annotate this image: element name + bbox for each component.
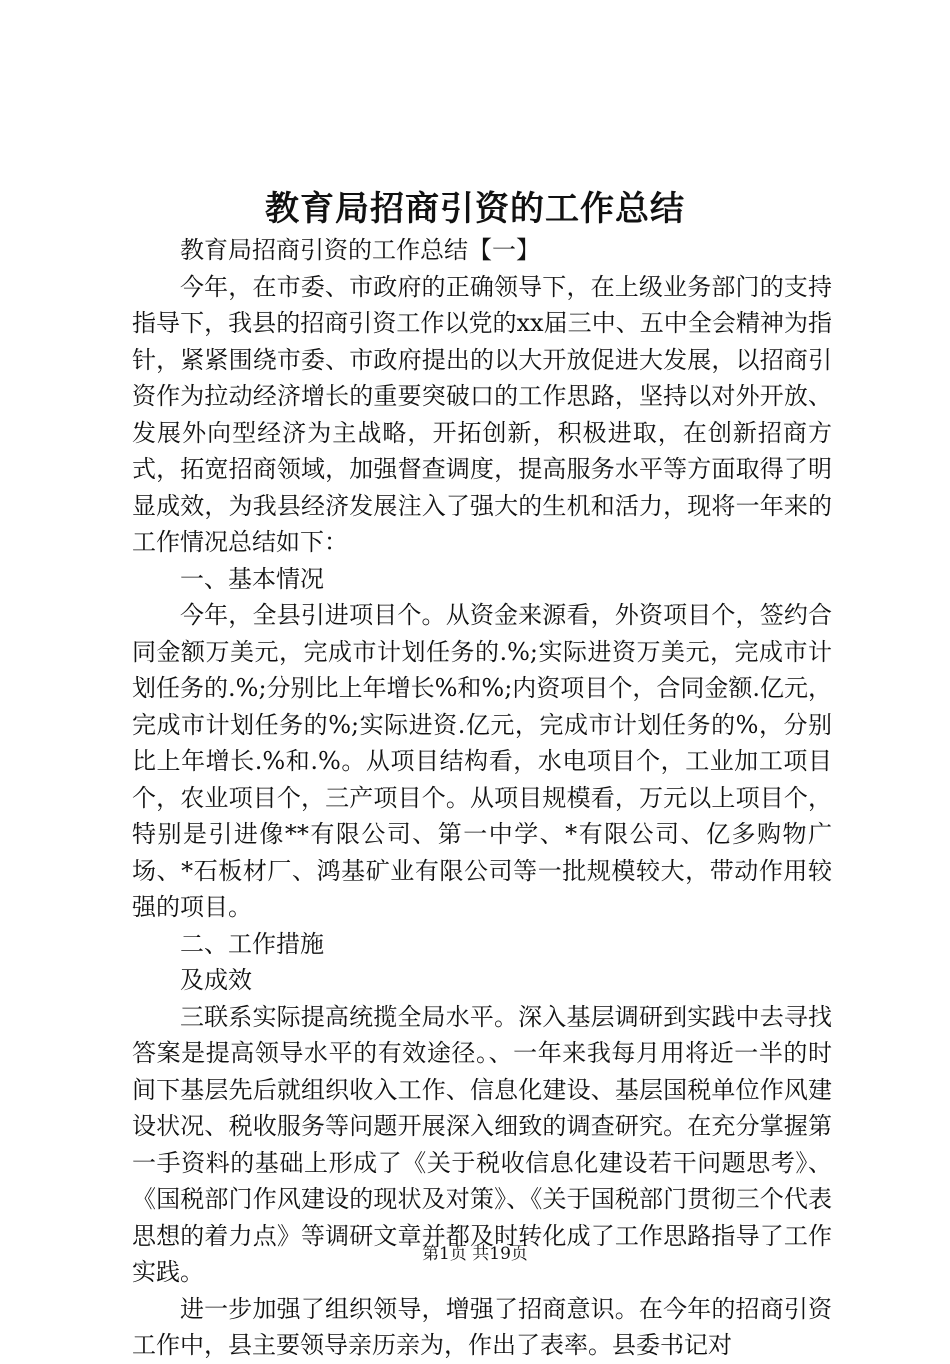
paragraph-intro: 今年，在市委、市政府的正确领导下，在上级业务部门的支持指导下，我县的招商引资工作以党的xx届三中、五中全会精神为指针，紧紧围绕市委、市政府提出的以大开放促进大发展，以招商引资作为拉动经济增长的重要突破口的工作思路，坚持以对外开放、发展外向型经济为主战略，开拓创新，积极进取，在创新招商方式，拓宽招商领域，加强督查调度，提高服务水平等方面取得了明显成效，为我县经济发展注入了强大的生机和活力，现将一年来的工作情况总结如下： [132,272,832,556]
document-title: 教育局招商引资的工作总结 [265,189,685,229]
page-number: 第1页 共19页 [422,1244,528,1264]
section-heading-measures: 二、工作措施 [180,929,324,958]
paragraph-basic-situation: 今年，全县引进项目个。从资金来源看，外资项目个，签约合同金额万美元，完成市计划任务的.%;实际进资万美元，完成市计划任务的.%;分别比上年增长%和%;内资项目个，合同金额.亿元，完成市计划任务的%;实际进资.亿元，完成市计划任务的%，分别比上年增长.%和.%。从项目结构看，水电项目个，工业加工项目个，农业项目个，三产项目个。从项目规模看，万元以上项目个，特别是引进像**有限公司、第一中学、*有限公司、亿多购物广场、*石板材厂、鸿基矿业有限公司等一批规模较大，带动作用较强的项目。 [132,601,832,921]
paragraph-leadership: 进一步加强了组织领导，增强了招商意识。在今年的招商引资工作中，县主要领导亲历亲为，作出了表率。县委书记对 [132,1294,832,1359]
section-subtitle: 教育局招商引资的工作总结【一】 [180,236,540,264]
document-body [132,232,832,1364]
section-heading-results: 及成效 [180,966,252,994]
paragraph-research: 三联系实际提高统揽全局水平。深入基层调研到实践中去寻找答案是提高领导水平的有效途径。、一年来我每月用将近一半的时间下基层先后就组织收入工作、信息化建设、基层国税单位作风建设状况、税收服务等问题开展深入细致的调查研究。在充分掌握第一手资料的基础上形成了《关于税收信息化建设若干问题思考》、《国税部门作风建设的现状及对策》、《关于国税部门贯彻三个代表思想的着力点》等调研文章并都及时转化成了工作思路指导了工作实践。 [132,1002,832,1286]
section-heading-basic: 一、基本情况 [180,564,324,593]
